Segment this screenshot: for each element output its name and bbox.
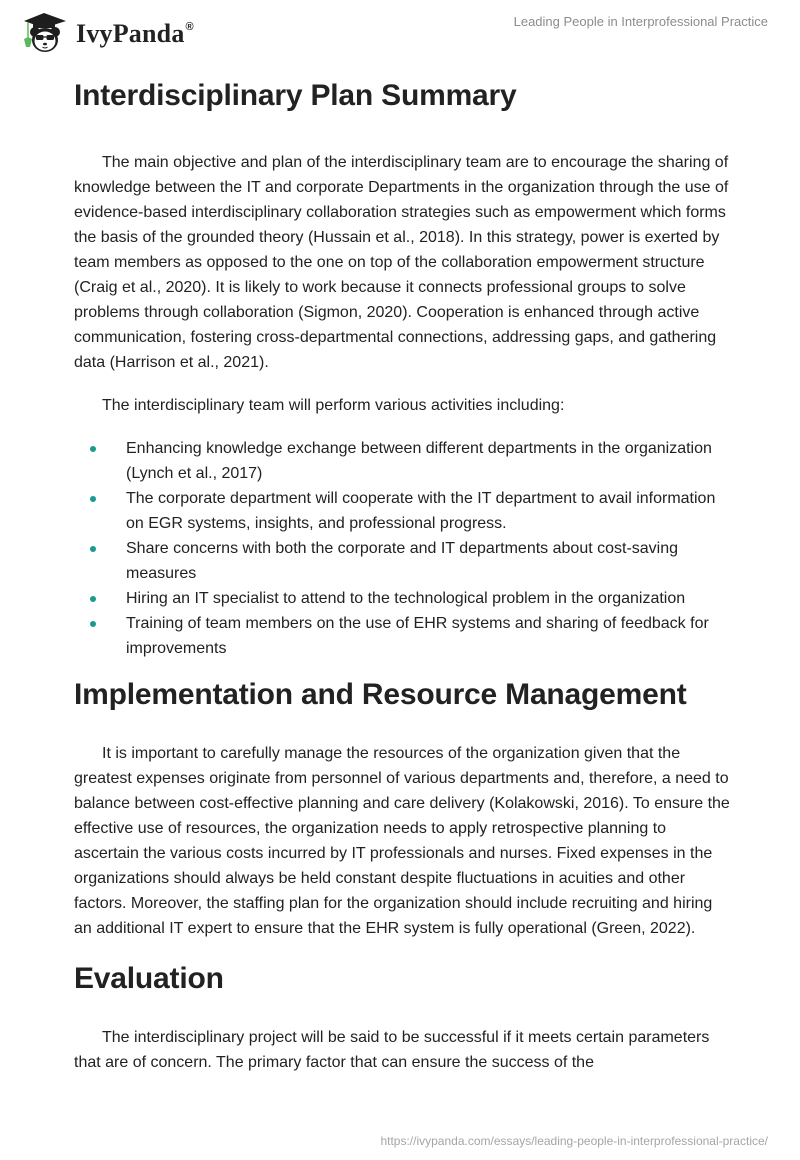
list-item (74, 586, 734, 611)
paragraph: The interdisciplinary team will perform various activities including: (102, 397, 565, 414)
bullet-icon (90, 496, 96, 502)
logo-wordmark (76, 19, 194, 49)
registered-mark: ® (185, 21, 194, 33)
paragraph: It is important to carefully manage the resources of the organization given that the greatest expenses originate from personnel of various departments and, therefore, a need to balance between cost-effective planning and care delivery (Kolakowski, 2016). To ensure the effective use of resources, the organization needs to apply retrospective planning to ascertain the various costs incurred by IT professionals and nurses. Fixed expenses in the organizations should always be held constant despite fluctuations in acuities and other factors. Moreover, the staffing plan for the organization should include recruiting and hiring an additional IT expert to ensure that the EHR system is fully operational (Green, 2022). (74, 745, 730, 937)
list-item (74, 536, 734, 586)
activities-list (74, 436, 734, 661)
section-heading-implementation: Implementation and Resource Management (74, 678, 687, 711)
essay-content (74, 70, 734, 1075)
list-item-text: Share concerns with both the corporate and IT departments about cost-saving measures (126, 540, 679, 582)
list-item (74, 611, 734, 661)
page-header (0, 0, 800, 60)
list-item (74, 436, 734, 486)
ivypanda-logo[interactable] (16, 8, 194, 56)
list-item-text: The corporate department will cooperate with the IT department to avail information on EGR systems, insights, and professional progress. (126, 490, 716, 532)
list-item-text: Enhancing knowledge exchange between different departments in the organization (Lynch et al., 2017) (126, 440, 712, 482)
document-title: Leading People in Interprofessional Practice (513, 14, 768, 29)
list-item-text: Training of team members on the use of EHR systems and sharing of feedback for improvements (126, 615, 709, 657)
panda-graduate-icon (16, 9, 72, 55)
section-heading-plan-summary: Interdisciplinary Plan Summary (74, 79, 517, 112)
source-url-link[interactable]: https://ivypanda.com/essays/leading-people-in-interprofessional-practice/ (380, 1134, 768, 1148)
list-item-text: Hiring an IT specialist to attend to the technological problem in the organization (126, 590, 686, 607)
paragraph: The interdisciplinary project will be said to be successful if it meets certain parameters that are of concern. The primary factor that can ensure the success of the (74, 1029, 710, 1071)
logo-text: IvyPanda (76, 19, 185, 48)
bullet-icon (90, 446, 96, 452)
list-item (74, 486, 734, 536)
bullet-icon (90, 596, 96, 602)
bullet-icon (90, 546, 96, 552)
bullet-icon (90, 621, 96, 627)
paragraph: The main objective and plan of the interdisciplinary team are to encourage the sharing of knowledge between the IT and corporate Departments in the organization through the use of evidence-based interdisciplinary collaboration strategies such as empowerment which forms the basis of the grounded theory (Hussain et al., 2018). In this strategy, power is exerted by team members as opposed to the one on top of the collaboration empowerment structure (Craig et al., 2020). It is likely to work because it connects professional groups to solve problems through collaboration (Sigmon, 2020). Cooperation is enhanced through active communication, fostering cross-departmental connections, addressing gaps, and gathering data (Harrison et al., 2021). (74, 154, 729, 371)
section-heading-evaluation: Evaluation (74, 962, 224, 995)
